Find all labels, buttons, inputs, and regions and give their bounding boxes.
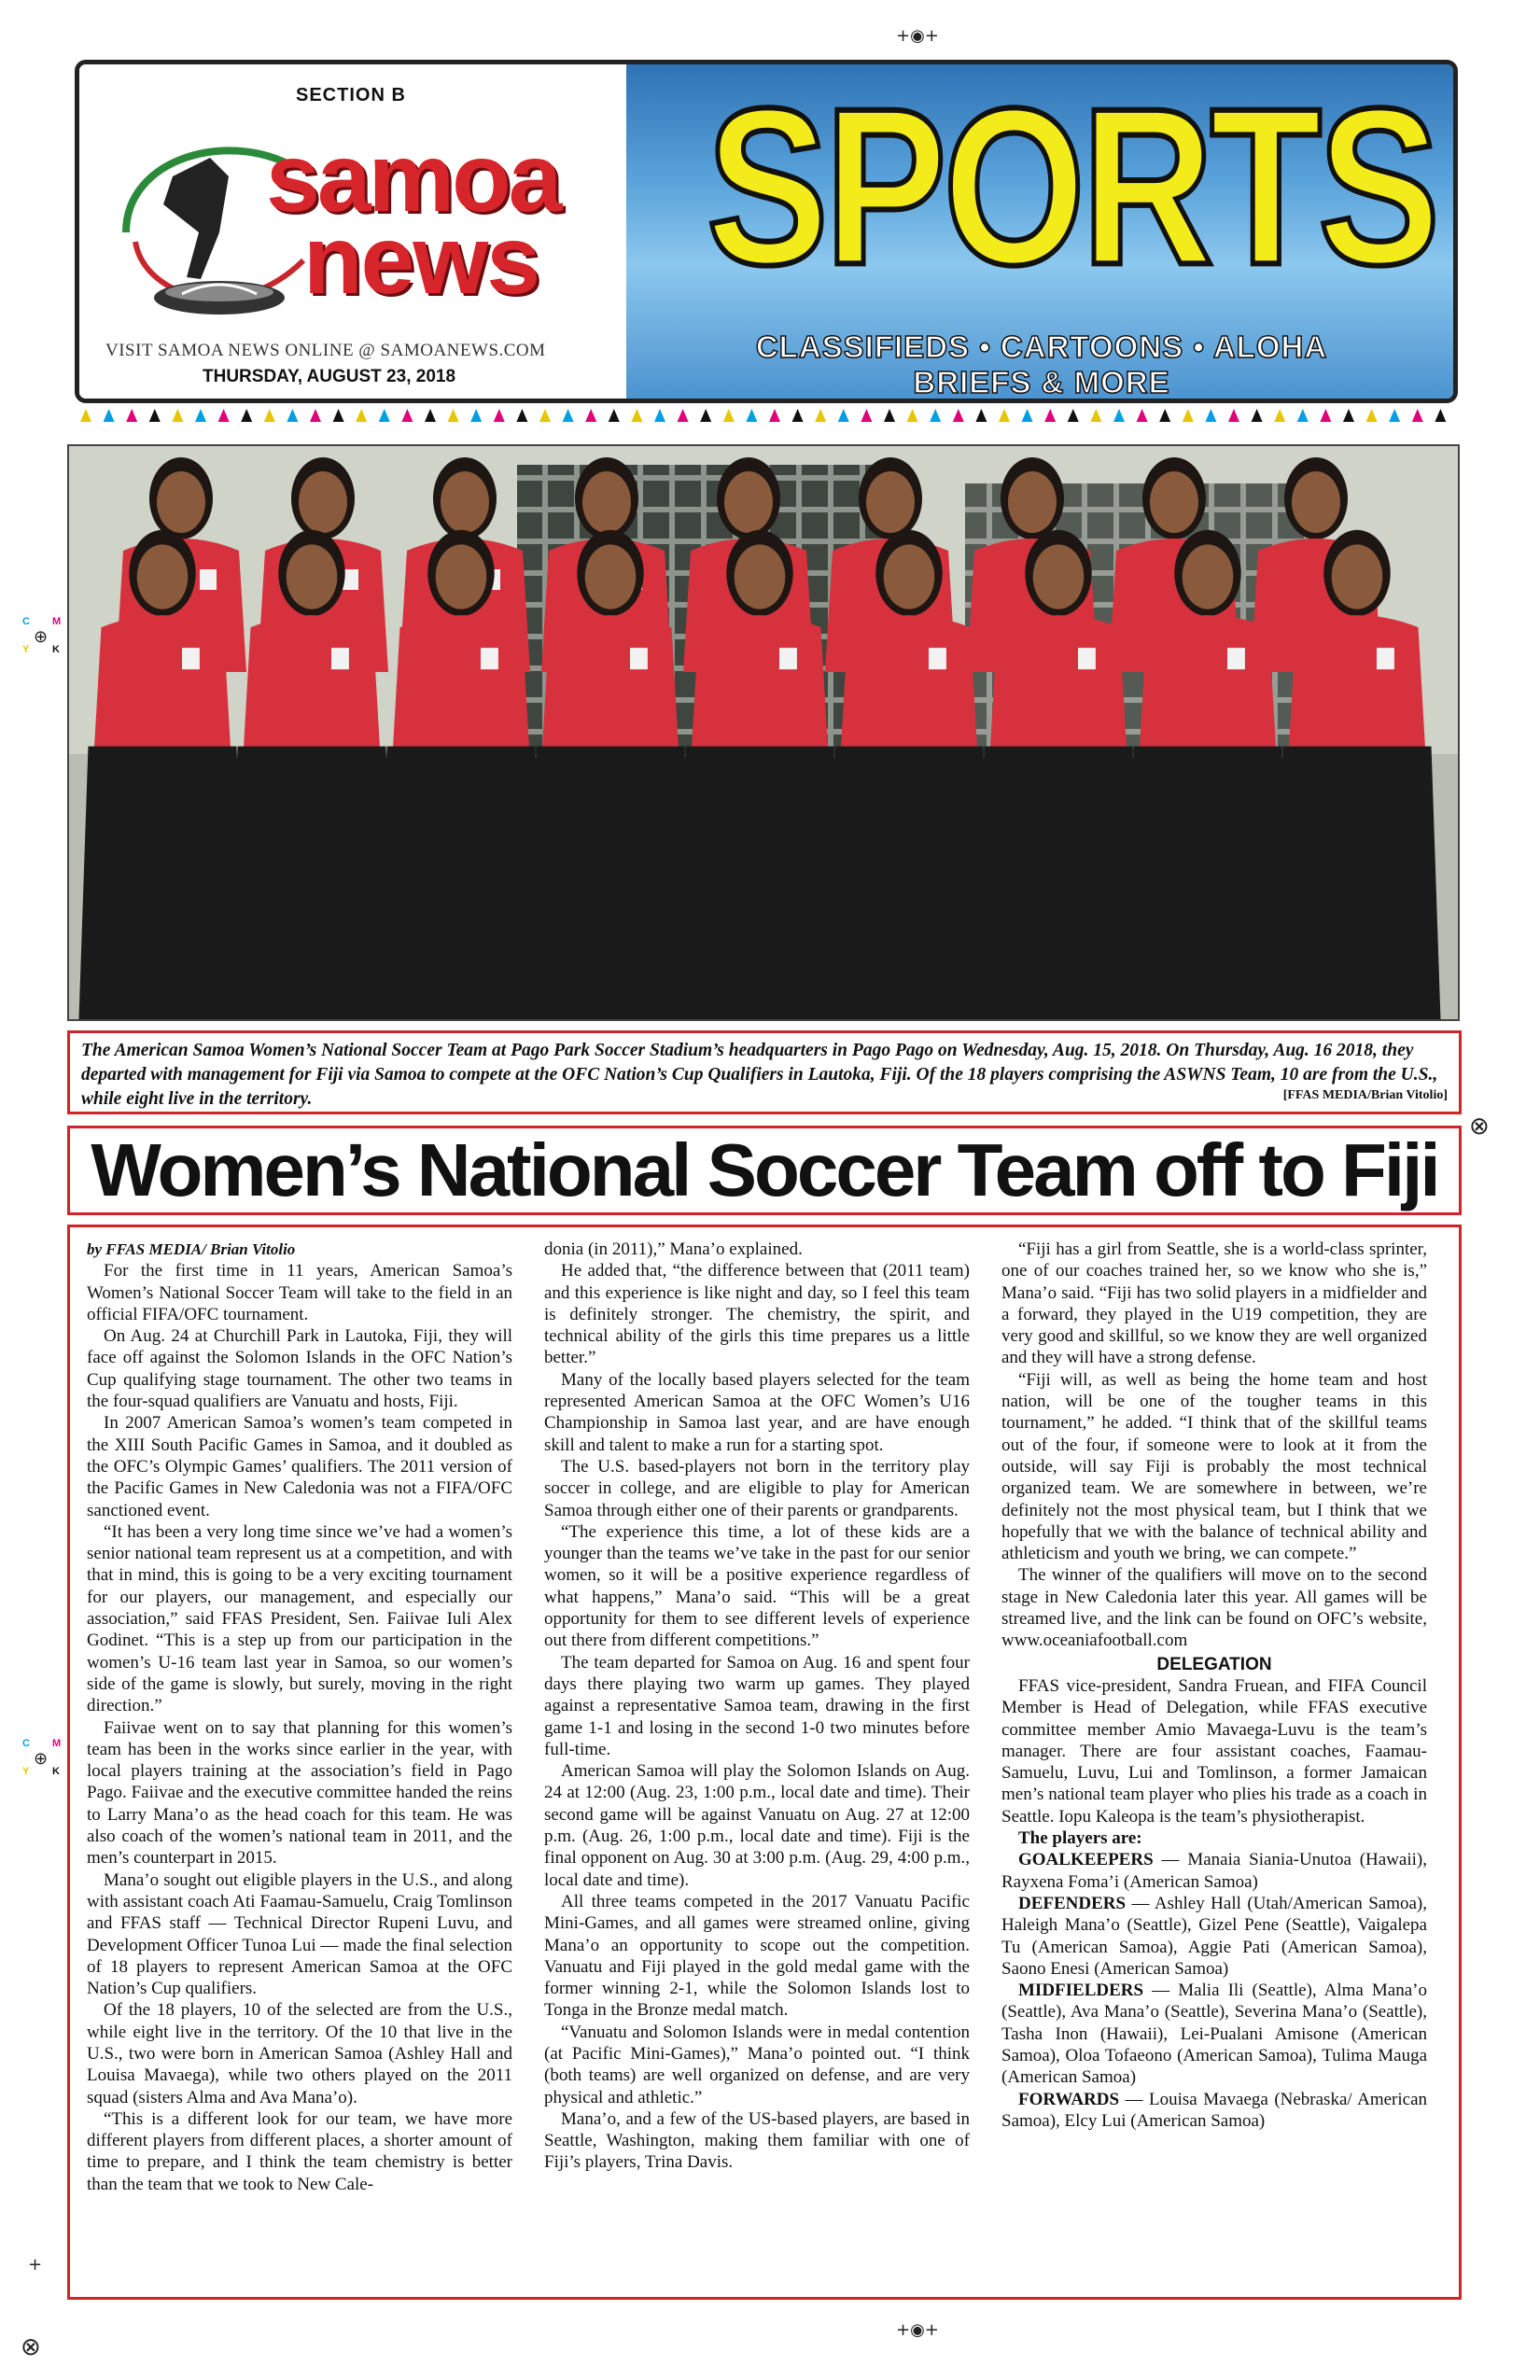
divider-triangle (104, 409, 115, 422)
divider-triangle (126, 409, 137, 422)
position-names: — Malia Ili (Seattle), Alma Mana’o (Seattle), Ava Mana’o (Seattle), Severina Mana’o (Seattle), Tasha Inon (Hawaii), Lei-Pualani Amisone (American Samoa), Oloa Tofaeono (American Samoa), Tulima Mauga (American Samoa) (1001, 1981, 1428, 2088)
divider-triangle (631, 409, 642, 422)
paragraph: donia (in 2011),” Mana’o explained. (544, 1239, 803, 1259)
divider-triangle (241, 409, 252, 422)
divider-triangle (470, 409, 482, 422)
divider-triangle (723, 409, 735, 422)
article-byline: by FFAS MEDIA/ Brian Vitolio (87, 1240, 296, 1258)
divider-triangle (1044, 409, 1056, 422)
cmyk-c: C (22, 616, 30, 627)
position-label: MIDFIELDERS (1018, 1981, 1144, 2001)
divider-triangle (585, 409, 596, 422)
top-registration-mark-icon: +◉+ (896, 26, 939, 46)
players-heading: The players are: (1018, 1828, 1142, 1849)
paragraph: He added that, “the difference between that (2011 team) and this experience is like night and day, so I feel this team is definitely stronger. The chemistry, the spirit, and technical ability of the girls this time prepares us a little better.” (544, 1261, 970, 1368)
divider-triangle (1252, 409, 1263, 422)
divider-triangle (746, 409, 757, 422)
divider-triangle (1068, 409, 1079, 422)
position-names: — Louisa Mavaega (Nebraska/ American Samoa), Elcy Lui (American Samoa) (1001, 2089, 1428, 2131)
paragraph: Mana’o, and a few of the US-based players, are based in Seattle, Washington, making them familiar with one of Fiji’s players, Trina Davis. (544, 2108, 970, 2173)
divider-triangle (1090, 409, 1101, 422)
divider-triangle (218, 409, 230, 422)
divider-triangle (930, 409, 941, 422)
roster-goalkeepers (1001, 1849, 1427, 1893)
divider-triangle (999, 409, 1010, 422)
cmyk-k: K (52, 644, 60, 655)
masthead (75, 60, 1458, 403)
divider-triangle (516, 409, 527, 422)
position-label: DEFENDERS (1018, 1893, 1127, 1913)
roster-forwards (1001, 2089, 1427, 2133)
registration-circle-icon: ⊗ (21, 2333, 41, 2361)
divider-triangle (815, 409, 826, 422)
cmyk-c: C (22, 1738, 30, 1749)
divider-triangle (1297, 409, 1309, 422)
cmyk-y: Y (22, 1766, 30, 1777)
position-names: — Ashley Hall (Utah/American Samoa), Haleigh Mana’o (Seattle), Gizel Pene (Seattle), Vaigalepa Tu (American Samoa), Aggie Pati (American Samoa), Saono Enesi (American Samoa) (1001, 1893, 1427, 1979)
divider-triangle (264, 409, 275, 422)
brand-wordmark-news: news (303, 206, 539, 315)
divider-triangle (1274, 409, 1285, 422)
article-column-1 (87, 1239, 512, 2195)
paragraph: Faiivae went on to say that planning for this women’s team has been in the works since earlier in the year, with local players training at the association’s field in Pago Pago. Faiivae and the executive committee handed the reins to Larry Mana’o as the head coach for this team. He was also coach of the women’s national team in 2011, and the men’s counterpart in 2015. (87, 1717, 512, 1869)
article-column-2 (544, 1239, 970, 2174)
paragraph: Mana’o sought out eligible players in the U.S., and along with assistant coach Ati Faamau-Samuelu, Craig Tomlinson and FFAS staff — Technical Director Rupeni Luvu, and Development Officer Tunoa Lui — made the final selection of 18 players to represent American Samoa at the OFC Nation’s Cup qualifiers. (87, 1869, 512, 1999)
divider-triangle (195, 409, 206, 422)
paragraph: For the first time in 11 years, American Samoa’s Women’s National Soccer Team will take to the field in an official FIFA/OFC tournament. (87, 1261, 512, 1324)
bottom-registration-mark-icon: +◉+ (896, 2320, 939, 2340)
divider-triangle (769, 409, 780, 422)
position-label: FORWARDS (1018, 2089, 1120, 2109)
divider-triangle (609, 409, 620, 422)
divider-triangle (975, 409, 987, 422)
divider-triangle (1228, 409, 1239, 422)
divider-triangle (401, 409, 413, 422)
divider-triangle (1366, 409, 1378, 422)
paragraph: The U.S. based-players not born in the territory play soccer in college, and are eligible to play for American Samoa through either one of their parents or grandparents. (544, 1456, 970, 1520)
divider-triangle (1343, 409, 1354, 422)
headline-box (67, 1126, 1462, 1215)
delegation-subhead: DELEGATION (1156, 1654, 1272, 1674)
divider-triangle (149, 409, 161, 422)
issue-date: THURSDAY, AUGUST 23, 2018 (203, 367, 456, 386)
registration-circle-icon: ⊗ (1469, 1113, 1490, 1141)
divider-triangle (172, 409, 183, 422)
paragraph: Of the 18 players, 10 of the selected are from the U.S., while eight live in the territory. Of the 10 that live in the U.S., two were born in American Samoa (Ashley Hall and Louisa Mavaega), while two others played on the 2011 squad (sisters Alma and Ava Mana’o). (87, 2000, 512, 2107)
position-label: GOALKEEPERS (1018, 1850, 1154, 1870)
divider-triangle (700, 409, 711, 422)
paragraph: All three teams competed in the 2017 Vanuatu Pacific Mini-Games, and all games were streamed online, giving Mana’o an opportunity to scope out the competition. Vanuatu and Fiji played in the gold medal game with the former winning 2-1, while the Solomon Islands lost to Tonga in the Bronze medal match. (544, 1891, 970, 2021)
divider-triangle (425, 409, 436, 422)
paragraph: “Fiji will, as well as being the home team and host nation, will be one of the tougher teams in this tournament,” he added. “I think that of the skillful teams out of the four, if someone were to look at it from the outside, will say Fiji is probably the most technical organized team. We are somewhere in between, we’re definitely not the most physical team, but I think that we hopefully that we with the balance of technical ability and athleticism and youth we bring, we can compete.” (1001, 1369, 1427, 1564)
divider-triangle (1389, 409, 1400, 422)
cmyk-k: K (52, 1766, 60, 1777)
registration-cross-icon: + (28, 2255, 43, 2275)
divider-triangle (654, 409, 665, 422)
section-teaser-line1: CLASSIFIEDS • CARTOONS • ALOHA (755, 329, 1328, 364)
photo-credit: [FFAS MEDIA/Brian Vitolio] (1282, 1088, 1448, 1102)
cmyk-mark-upper (21, 616, 65, 661)
paragraph: The winner of the qualifiers will move on to the second stage in New Caledonia later this year. All games will be streamed live, and the link can be found on OFC’s website, www.oceaniafootball.com (1001, 1565, 1427, 1651)
paragraph: “This is a different look for our team, we have more different players from different places, a shorter amount of time to prepare, and I think the team chemistry is better than the team that we took to New Cale- (87, 2108, 512, 2194)
triangle-divider (75, 409, 1458, 422)
brand-wordmark-samoa: samoa (266, 124, 560, 232)
divider-triangle (838, 409, 849, 422)
team-photo (67, 444, 1460, 1021)
divider-triangle (884, 409, 895, 422)
article-column-3 (1001, 1239, 1427, 2132)
paragraph: Many of the locally based players selected for the team represented American Samoa at the OFC Women’s U16 Championship in Samoa last year, and are have enough skill and talent to make a run for a starting spot. (544, 1369, 970, 1455)
paragraph: The team departed for Samoa on Aug. 16 and spent four days there playing two warm up games. They played against a representative Samoa team, drawing in the first game 1-1 and losing in the second 1-0 two minutes before full-time. (544, 1652, 970, 1759)
website-line: VISIT SAMOA NEWS ONLINE @ SAMOANEWS.COM (105, 341, 546, 360)
divider-triangle (678, 409, 689, 422)
crosshair-icon: ⊕ (34, 1749, 49, 1769)
sports-banner (626, 64, 1453, 399)
divider-triangle (1435, 409, 1446, 422)
cmyk-m: M (52, 1738, 62, 1749)
team-photo-illustration (69, 446, 1458, 1019)
cmyk-y: Y (22, 644, 30, 655)
section-label: SECTION B (296, 85, 406, 105)
divider-triangle (379, 409, 390, 422)
divider-triangle (287, 409, 298, 422)
section-title: SPORTS (707, 62, 1436, 312)
samoa-news-logo-panel (79, 64, 626, 399)
photo-caption: The American Samoa Women’s National Soccer Team at Pago Park Soccer Stadium’s headquarters in Pago Pago on Wednesday, Aug. 15, 2018. On Thursday, Aug. 16 2018, they departed with management for Fiji via Samoa to compete at the OFC Nation’s Cup Qualifiers in Lautoka, Fiji. Of the 18 players comprising the ASWNS Team, 10 are from the U.S., while eight live in the territory. (81, 1041, 1438, 1109)
divider-triangle (448, 409, 459, 422)
article-body (67, 1225, 1462, 2300)
cmyk-m: M (52, 616, 62, 627)
divider-triangle (356, 409, 367, 422)
divider-triangle (80, 409, 91, 422)
divider-triangle (333, 409, 344, 422)
divider-triangle (907, 409, 918, 422)
paragraph: “Vanuatu and Solomon Islands were in medal contention (at Pacific Mini-Games),” Mana’o pointed out. “I think (both teams) are well organized on defense, and are very physical and athletic.” (544, 2022, 970, 2107)
roster-defenders (1001, 1893, 1427, 1980)
divider-triangle (953, 409, 964, 422)
divider-triangle (792, 409, 804, 422)
position-names: — Manaia Siania-Unutoa (Hawaii), Rayxena Foma’i (American Samoa) (1001, 1850, 1428, 1892)
cmyk-mark-lower (21, 1738, 65, 1783)
divider-triangle (539, 409, 551, 422)
article-headline: Women’s National Soccer Team off to Fiji (91, 1128, 1438, 1211)
paragraph: American Samoa will play the Solomon Islands on Aug. 24 at 12:00 (Aug. 23, 1:00 p.m., local date and time). Their second game will be against Vanuatu on Aug. 27 at 12:00 p.m. (Aug. 26, 1:00 p.m., local date and time). Fiji is the final opponent on Aug. 30 at 3:00 p.m. (Aug. 29, 4:00 p.m., local date and time). (544, 1761, 970, 1890)
divider-triangle (1205, 409, 1216, 422)
paragraph: “The experience this time, a lot of these kids are a younger than the teams we’ve take in the past for our senior women, so it will be a positive experience regardless of what happens,” Mana’o said. “This will be a great opportunity for them to see different levels of experience out there from different competitions.” (544, 1521, 970, 1651)
divider-triangle (310, 409, 321, 422)
divider-triangle (1412, 409, 1423, 422)
divider-triangle (563, 409, 574, 422)
paragraph: On Aug. 24 at Churchill Park in Lautoka, Fiji, they will face off against the Solomon Islands in the OFC Nation’s Cup qualifying stage tournament. The other two teams in the four-squad qualifiers are Vanuatu and hosts, Fiji. (87, 1326, 512, 1412)
divider-triangle (1183, 409, 1194, 422)
divider-triangle (494, 409, 505, 422)
paragraph: “It has been a very long time since we’ve had a women’s senior national team represent us at a competition, and with that in mind, this is going to be a very exciting tournament for our players, our management, and especially our association,” said FFAS President, Sen. Faiivae Iuli Alex Godinet. “This is a step up from our participation in the women’s U-16 team last year in Samoa, so our women’s side of the game is slowly, but surely, moving in the right direction.” (87, 1521, 512, 1716)
crosshair-icon: ⊕ (34, 627, 49, 647)
divider-triangle (1159, 409, 1170, 422)
divider-triangle (861, 409, 872, 422)
divider-triangle (1113, 409, 1125, 422)
paragraph: FFAS vice-president, Sandra Fruean, and FIFA Council Member is Head of Delegation, while FFAS executive committee member Amio Mavaega-Luvu is the team’s manager. There are four assistant coaches, Faamau-Samuelu, Luvu, Lui and Tomlinson, a former Jamaican men’s national team player who plies his trade as a coach in Seattle. Iopu Kaleopa is the team’s physiotherapist. (1001, 1675, 1427, 1827)
roster-midfielders (1001, 1980, 1427, 2088)
paragraph: “Fiji has a girl from Seattle, she is a world-class sprinter, one of our coaches trained her, so we know who she is,” Mana’o said. “Fiji has two solid players in a midfielder and a forward, they played in the U19 competition, they are very good and skillful, so we know they are well organized and they will have a strong defense. (1001, 1239, 1427, 1368)
divider-triangle (1022, 409, 1033, 422)
divider-triangle (1137, 409, 1148, 422)
photo-caption-box (67, 1030, 1462, 1114)
section-teaser-line2: BRIEFS & MORE (913, 365, 1170, 399)
divider-triangle (1320, 409, 1331, 422)
paragraph: In 2007 American Samoa’s women’s team competed in the XIII South Pacific Games in Samoa, and it doubled as the OFC’s Olympic Games’ qualifiers. The 2011 version of the Pacific Games in New Caledonia was not a FIFA/OFC sanctioned event. (87, 1413, 512, 1520)
